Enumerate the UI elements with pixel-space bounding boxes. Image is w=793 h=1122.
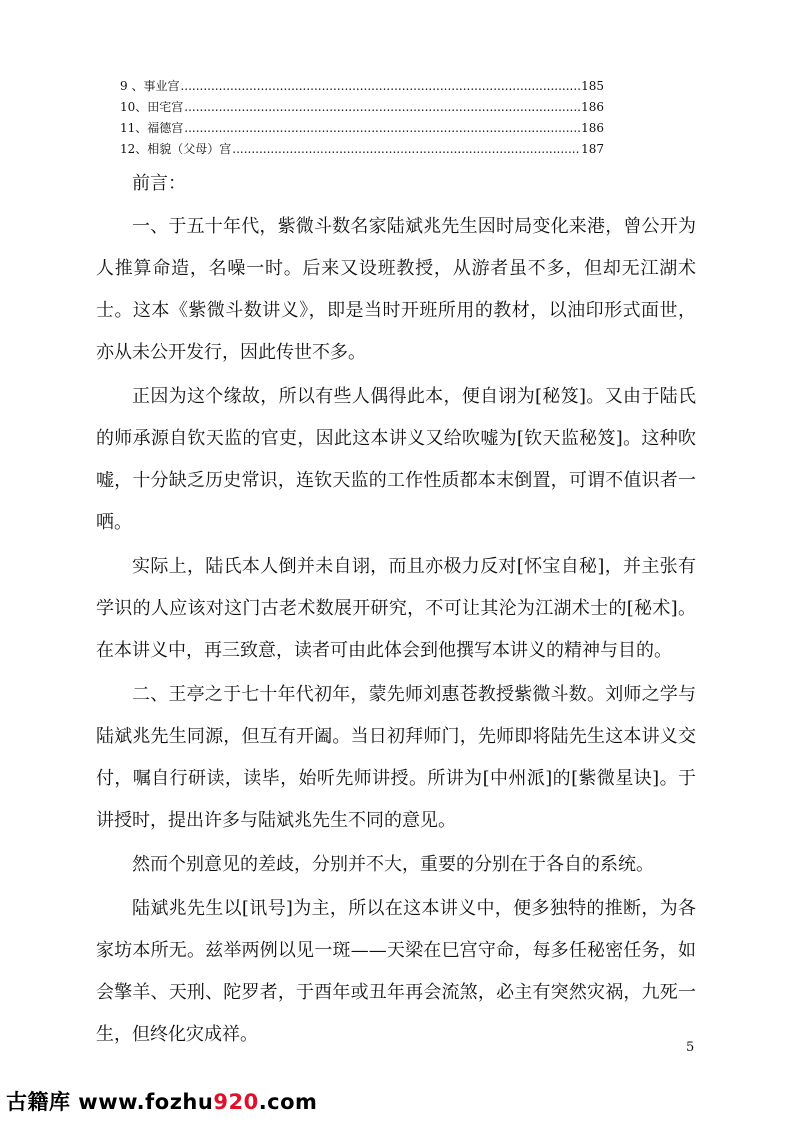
toc-entry[interactable] bbox=[120, 76, 604, 97]
toc-leader-dots bbox=[184, 118, 580, 139]
paragraph: 一、于五十年代，紫微斗数名家陆斌兆先生因时局变化来港，曾公开为人推算命造，名噪一时。后来又设班教授，从游者虽不多，但却无江湖术士。这本《紫微斗数讲义》，即是当时开班所用的教材，以油印形式面世，亦从未公开发行，因此传世不多。 bbox=[96, 216, 696, 363]
paragraph: 正因为这个缘故，所以有些人偶得此本，便自诩为[秘笈]。又由于陆氏的师承源自钦天监的官吏，因此这本讲义又给吹嘘为[钦天监秘笈]。这种吹嘘，十分缺乏历史常识，连钦天监的工作性质都本末倒置，可谓不值识者一哂。 bbox=[96, 386, 696, 533]
toc-entry[interactable] bbox=[120, 118, 604, 139]
watermark-number: 920 bbox=[213, 1090, 259, 1114]
page-number: 5 bbox=[686, 1040, 695, 1055]
site-watermark bbox=[6, 1086, 317, 1116]
toc-entry-page: 187 bbox=[581, 142, 604, 156]
toc-entry[interactable] bbox=[120, 97, 604, 118]
toc-entry-label: 9 、事业宫 bbox=[120, 79, 180, 93]
watermark-text: 古籍库 www.fozhu bbox=[6, 1090, 214, 1114]
toc-leader-dots bbox=[180, 76, 580, 97]
table-of-contents bbox=[120, 76, 604, 160]
paragraph: 陆斌兆先生以[讯号]为主，所以在这本讲义中，便多独特的推断，为各家坊本所无。兹举两例以见一斑——天梁在巳宫守命，每多任秘密任务，如会擎羊、天刑、陀罗者，于酉年或丑年再会流煞，必主有突然灾祸，九死一生，但终化灾成祥。 bbox=[96, 898, 696, 1045]
toc-entry-label: 12、相貌（父母）宫 bbox=[120, 142, 232, 156]
toc-entry-label: 11、福德宫 bbox=[120, 121, 184, 135]
toc-entry-page: 186 bbox=[581, 121, 604, 135]
toc-leader-dots bbox=[184, 97, 580, 118]
section-heading: 前言： bbox=[132, 173, 186, 194]
toc-entry[interactable] bbox=[120, 139, 604, 160]
toc-entry-label: 10、田宅宫 bbox=[120, 100, 184, 114]
watermark-suffix: .com bbox=[258, 1090, 318, 1114]
paragraph: 实际上，陆氏本人倒并未自诩，而且亦极力反对[怀宝自秘]，并主张有学识的人应该对这门古老术数展开研究，不可让其沦为江湖术士的[秘术]。在本讲义中，再三致意，读者可由此体会到他撰写本讲义的精神与目的。 bbox=[96, 556, 696, 661]
paragraph: 然而个别意见的差歧，分别并不大，重要的分别在于各自的系统。 bbox=[132, 854, 654, 875]
toc-entry-page: 186 bbox=[581, 100, 604, 114]
toc-leader-dots bbox=[232, 139, 580, 160]
toc-entry-page: 185 bbox=[581, 79, 604, 93]
paragraph: 二、王亭之于七十年代初年，蒙先师刘惠苍教授紫微斗数。刘师之学与陆斌兆先生同源，但互有开阖。当日初拜师门，先师即将陆先生这本讲义交付，嘱自行研读，读毕，始听先师讲授。所讲为[中州派]的[紫微星诀]。于讲授时，提出许多与陆斌兆先生不同的意见。 bbox=[96, 684, 696, 831]
document-body bbox=[96, 164, 696, 1058]
